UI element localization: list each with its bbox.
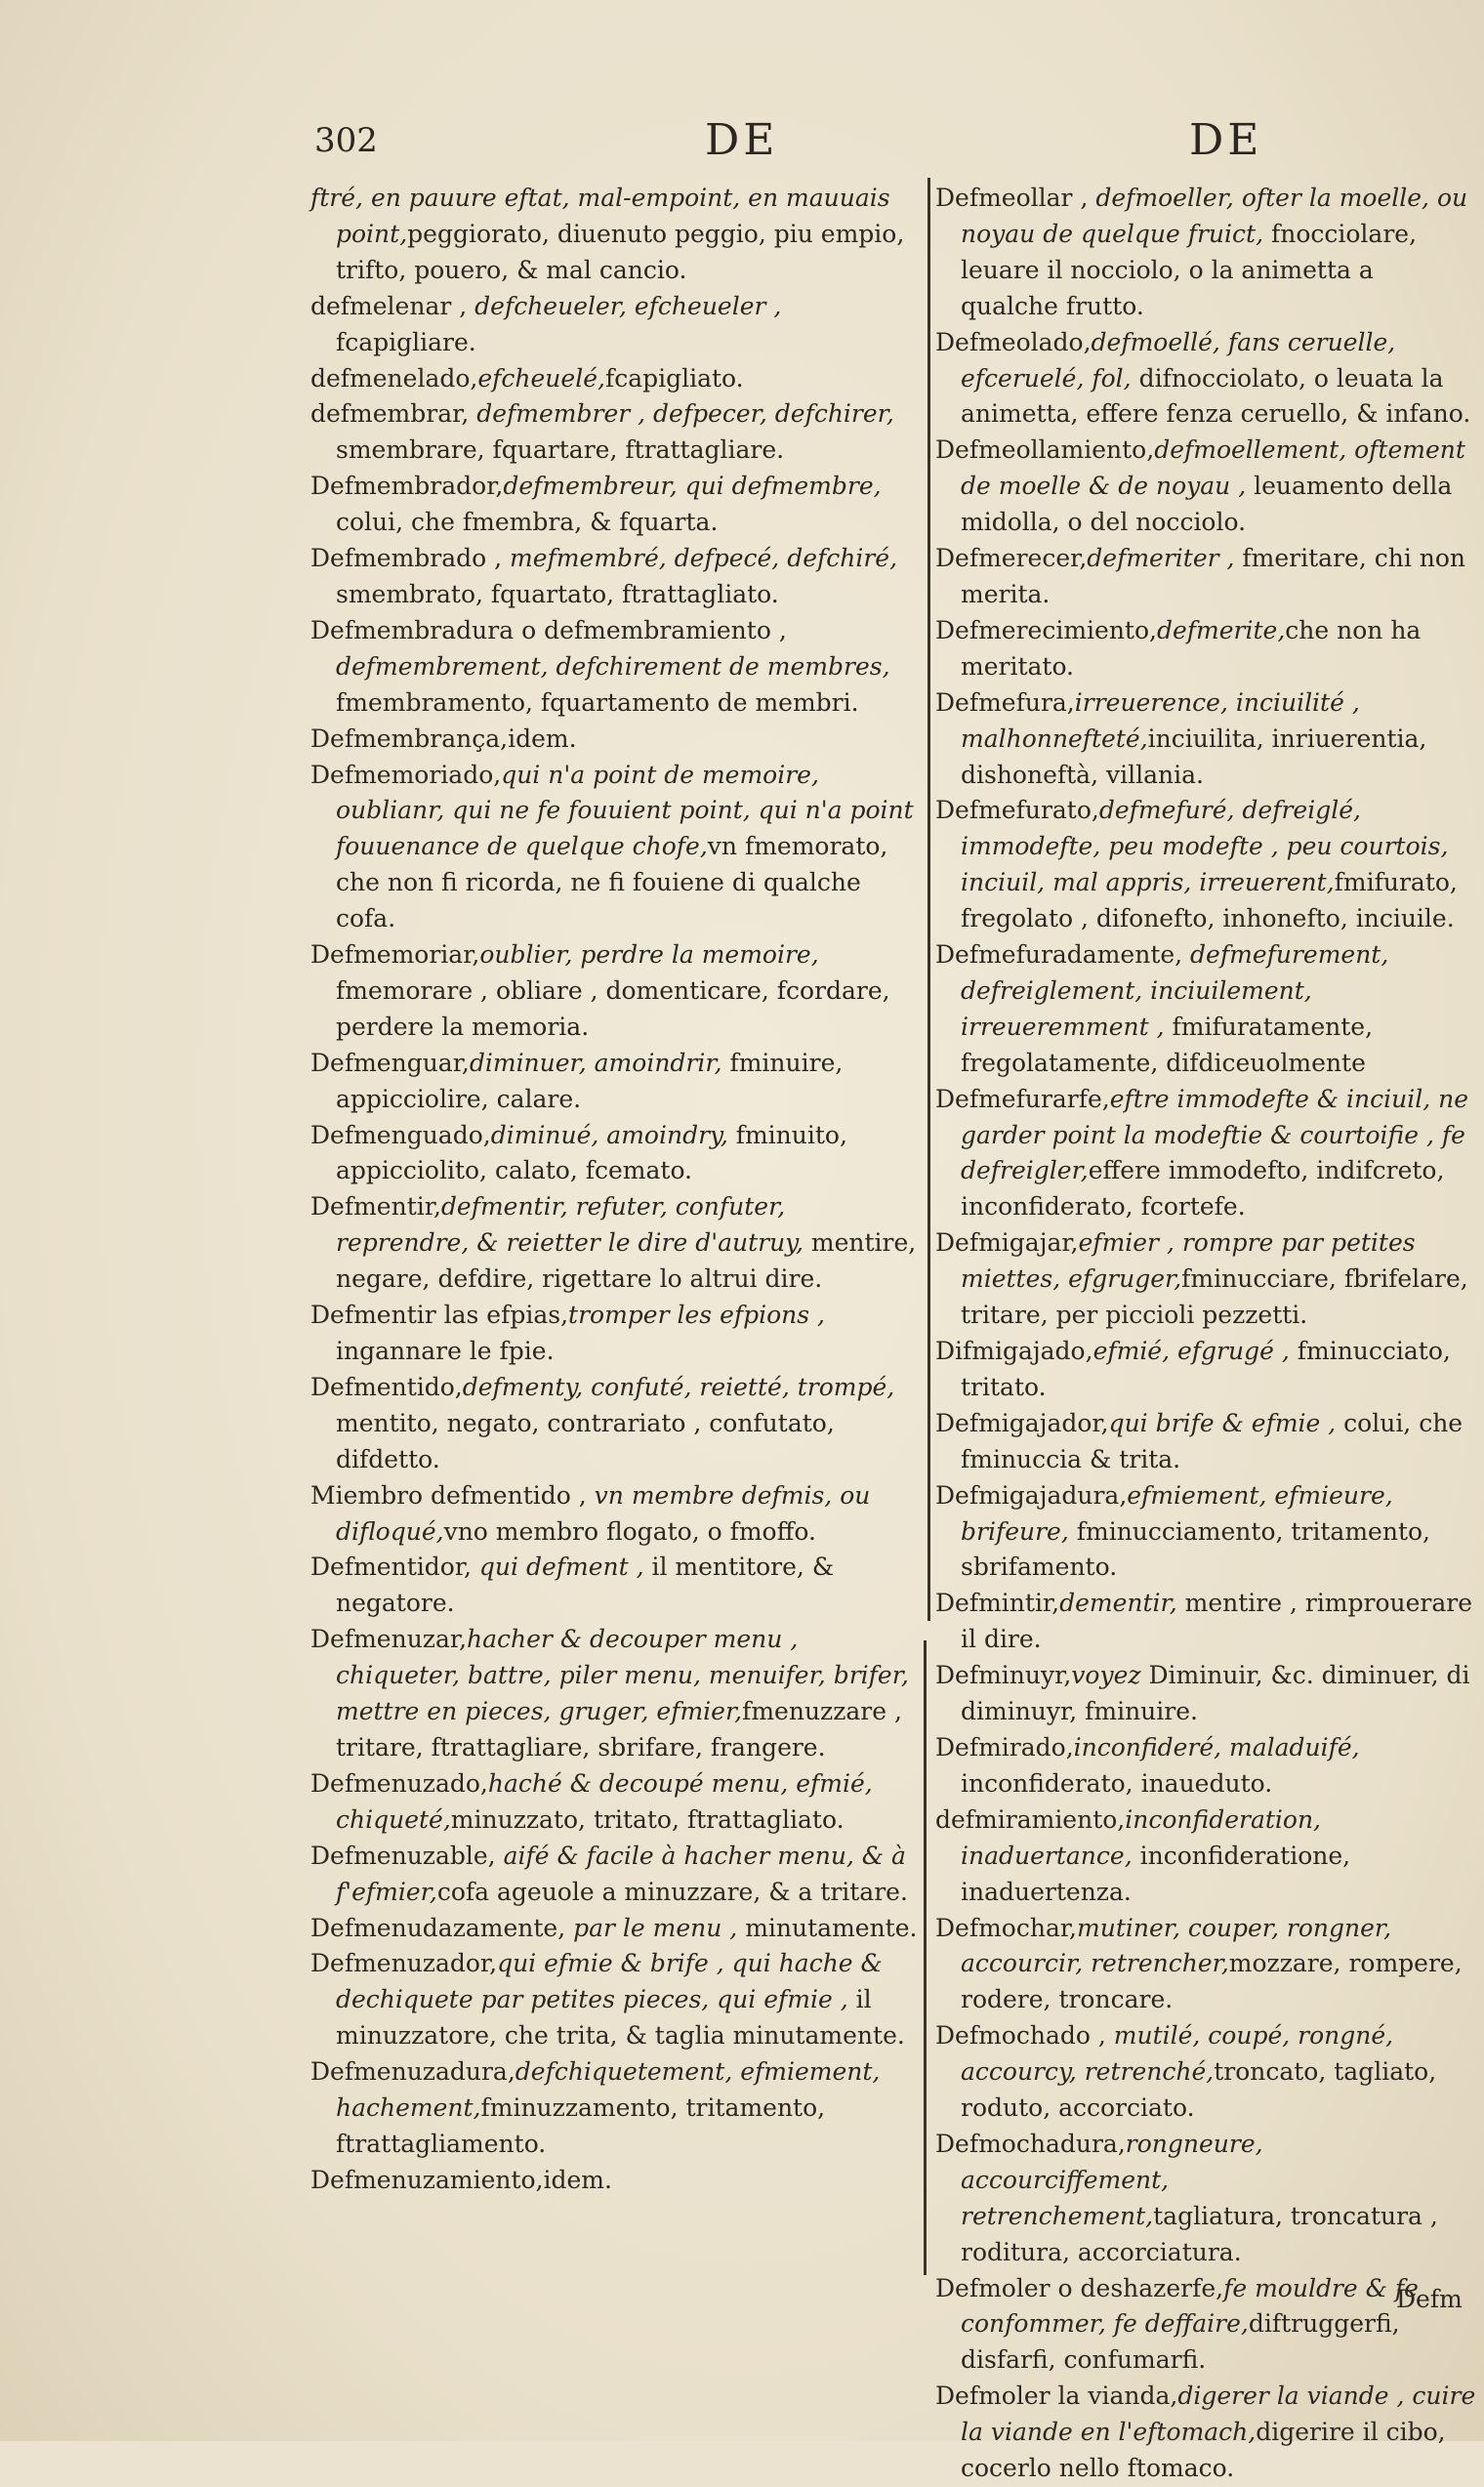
left-column [310, 181, 921, 2251]
italian-translation: fmifurato, fregolato , difonefto, inhonefto, inciuile. [961, 868, 1458, 933]
french-gloss: hacher & decouper menu , chiqueter, battre, piler menu, menuifer, brifer, mettre en pieces, gruger, efmier, [336, 1625, 909, 1726]
entry-term: Defmenguar, [310, 1048, 470, 1077]
entry-term: Defmembrado , [310, 544, 503, 573]
french-gloss: defmembreur, qui defmembre, [503, 472, 882, 501]
entry-term: Defmigajador, [935, 1408, 1109, 1437]
dictionary-entry [935, 1478, 1477, 1587]
french-gloss: defmefuré, defreiglé, immodefte, peu modefte , peu courtois, inciuil, mal appris, irreuerent, [961, 796, 1449, 897]
french-gloss: defmerite, [1156, 615, 1286, 644]
left-running-head: DE [705, 115, 779, 165]
dictionary-entry [935, 181, 1477, 325]
italian-translation: digerire il cibo, cocerlo nello ftomaco. [961, 2418, 1446, 2483]
entry-term: Defmoler la vianda, [935, 2382, 1178, 2411]
entry-term: Defmerecer, [935, 544, 1088, 573]
dictionary-entry [935, 685, 1477, 794]
french-gloss: defmembrer , defpecer, defchirer, [469, 399, 894, 429]
french-gloss: qui brife & efmie , [1108, 1408, 1337, 1437]
french-gloss: defmoeller, ofter la moelle, ou noyau de quelque fruict, [961, 184, 1468, 248]
italian-translation: fminucciato, tritato. [961, 1337, 1451, 1401]
dictionary-entry [310, 722, 921, 758]
french-gloss: efmié, efgrugé , [1092, 1337, 1290, 1365]
french-gloss: diminuer, amoindrir, [469, 1048, 722, 1077]
french-gloss: digerer la viande , cuire la viande en l'eftomach, [961, 2382, 1476, 2447]
dictionary-entry [935, 2127, 1477, 2271]
dictionary-entry [310, 1478, 921, 1551]
italian-translation: fmemorare , obliare , domenticare, fcordare, perdere la memoria. [336, 975, 890, 1041]
dictionary-entry [310, 289, 921, 361]
italian-translation: mozzare, rompere, rodere, troncare. [961, 1949, 1463, 2014]
french-gloss: haché & decoupé menu, efmié, chiqueté, [336, 1768, 873, 1834]
entry-term: Defmefuradamente, [935, 940, 1183, 970]
dictionary-entry [935, 1225, 1477, 1334]
italian-translation: fnocciolare, leuare il nocciolo, o la animetta a qualche frutto. [961, 219, 1418, 320]
french-gloss: inconfideré, maladuifé, [1073, 1732, 1360, 1762]
dictionary-entry [310, 2054, 921, 2163]
entry-term: Defmenuzador, [310, 1949, 498, 1978]
dictionary-entry [935, 1730, 1477, 1803]
dictionary-entry [310, 1298, 921, 1370]
dictionary-entry [935, 613, 1477, 685]
entry-term: Defmigajar, [935, 1228, 1079, 1258]
dictionary-entry [310, 181, 921, 289]
french-gloss: oublier, perdre la memoire, [479, 940, 819, 970]
dictionary-entry [310, 1046, 921, 1118]
french-gloss: diminué, amoindry, [490, 1120, 728, 1149]
french-gloss: fe mouldre & fe confommer, fe deffaire, [961, 2273, 1419, 2339]
entry-term: Defmintir, [935, 1589, 1060, 1618]
italian-translation: difnocciolato, o leuata la animetta, effere fenza ceruello, & infano. [961, 363, 1471, 429]
italian-translation: fminucciamento, tritamento, sbrifamento. [961, 1516, 1430, 1582]
italian-translation: effere immodefto, indifcreto, inconfiderato, fcortefe. [961, 1156, 1445, 1222]
entry-term: Defmenuzable, [310, 1841, 496, 1870]
italian-translation: vn fmemorato, che non fi ricorda, ne fi fouiene di qualche cofa. [336, 832, 888, 933]
entry-term: Defmefura, [935, 687, 1075, 717]
dictionary-entry [935, 1658, 1477, 1730]
dictionary-entry [935, 1082, 1477, 1226]
right-column [935, 181, 1477, 2483]
italian-translation: fmembramento, fquartamento de membri. [336, 687, 859, 717]
entry-term: Defmoler o deshazerfe, [935, 2273, 1224, 2302]
right-running-head: DE [1189, 115, 1263, 165]
french-gloss: mefmembré, defpecé, defchiré, [502, 544, 898, 573]
italian-translation: colui, che fmembra, & fquarta. [336, 508, 719, 537]
dictionary-entry [935, 541, 1477, 613]
french-gloss: eftre immodefte & inciuil, ne garder point la modeftie & courtoifie , fe defreigler, [961, 1084, 1469, 1185]
dictionary-entry [935, 433, 1477, 541]
italian-translation: fcapigliato. [604, 363, 744, 393]
entry-term: Defmemoriado, [310, 760, 502, 789]
french-gloss: defmoellé, fans ceruelle, efceruelé, fol, [961, 327, 1396, 393]
italian-translation: ingannare le fpie. [336, 1337, 555, 1365]
italian-translation: il mentitore, & negatore. [336, 1553, 835, 1618]
dictionary-entry [310, 1911, 921, 1947]
french-gloss: ftré, en pauure eftat, mal-empoint, en mauuais point, [310, 184, 890, 248]
entry-term: Defmeollar , [935, 184, 1089, 212]
dictionary-entry [935, 1911, 1477, 2019]
french-gloss: dementir, [1059, 1589, 1177, 1618]
italian-translation: inciuilita, inriuerentia, dishoneftà, villania. [961, 724, 1427, 789]
french-gloss: defmembrement, defchirement de membres, [336, 651, 890, 681]
entry-term: Defmentir las efpias, [310, 1301, 569, 1330]
french-gloss: irreuerence, inciuilité , malhonnefteté, [961, 687, 1360, 753]
dictionary-entry [935, 2379, 1477, 2487]
entry-term: Defmembrança, [310, 724, 509, 753]
italian-translation: fminuzzamento, tritamento, ftrattagliamento. [336, 2093, 826, 2158]
dictionary-entry [310, 1766, 921, 1839]
entry-term: Defmenuzamiento, [310, 2165, 544, 2194]
dictionary-entry [935, 793, 1477, 937]
entry-term: Defmenuzado, [310, 1768, 488, 1798]
entry-term: Defmerecimiento, [935, 615, 1157, 644]
dictionary-entry [935, 1803, 1477, 1911]
italian-translation: colui, che fminuccia & trita. [961, 1408, 1463, 1473]
italian-translation: mentire , rimprouerare il dire. [961, 1589, 1473, 1654]
entry-term: Defmentidor, [310, 1553, 472, 1582]
italian-translation: Diminuir, &c. diminuer, di diminuyr, fminuire. [961, 1661, 1470, 1726]
french-gloss: tromper les efpions , [568, 1301, 825, 1330]
entry-term: Defmentido, [310, 1372, 463, 1401]
french-gloss: rongneure, accourciffement, retrenchement, [961, 2129, 1263, 2230]
french-gloss: qui defment , [471, 1553, 644, 1582]
italian-translation: fminuito, appicciolito, calato, fcemato. [336, 1120, 847, 1185]
entry-term: Defmefurato, [935, 796, 1099, 825]
italian-translation: troncato, tagliato, roduto, accorciato. [961, 2057, 1437, 2123]
italian-translation: smembrare, fquartare, ftrattagliare. [336, 435, 785, 465]
french-gloss: mutiner, couper, rongner, accourcir, retrencher, [961, 1913, 1392, 1978]
dictionary-entry [935, 2018, 1477, 2127]
entry-term: Defmefurarfe, [935, 1084, 1110, 1113]
italian-translation: il minuzzatore, che trita, & taglia minutamente. [336, 1985, 905, 2051]
french-gloss: efmier , rompre par petites miettes, efgruger, [961, 1228, 1416, 1294]
dictionary-entry [310, 1189, 921, 1298]
entry-term: Difmigajado, [935, 1337, 1093, 1365]
french-gloss: aifé & facile à hacher menu, & à f'efmier, [336, 1841, 906, 1906]
dictionary-entry [935, 325, 1477, 434]
entry-term: Defmenuzadura, [310, 2057, 515, 2087]
dictionary-entry [310, 1118, 921, 1190]
french-gloss: mutilé, coupé, rongné, accourcy, retrenché, [961, 2021, 1394, 2087]
entry-term: Defmentir, [310, 1192, 441, 1222]
entry-term: Defmemoriar, [310, 940, 480, 970]
italian-translation: idem. [508, 724, 577, 753]
entry-term: Defmembrador, [310, 472, 504, 501]
french-gloss: defchiquetement, efmiement, hachement, [336, 2057, 881, 2123]
dictionary-entry [310, 758, 921, 938]
french-gloss: defmefurement, defreiglement, inciuilement, irreueremment , [961, 940, 1389, 1041]
entry-term: Defmenuzar, [310, 1625, 468, 1654]
entry-term: defmelenar , [310, 291, 468, 320]
entry-term: Miembro defmentido , [310, 1480, 587, 1510]
entry-term: Defmirado, [935, 1732, 1074, 1762]
catchword: Defm [1396, 2285, 1463, 2313]
italian-translation: fmeritare, chi non merita. [961, 544, 1466, 608]
french-gloss: vn membre defmis, ou difloqué, [336, 1480, 871, 1546]
dictionary-entry [935, 1586, 1477, 1658]
italian-translation: diftruggerfi, disfarfi, confumarfi. [961, 2309, 1400, 2375]
french-gloss: inconfideration, inaduertance, [961, 1804, 1321, 1870]
entry-term: Defmenguado, [310, 1120, 491, 1149]
italian-translation: fminucciare, fbrifelare, tritare, per piccioli pezzetti. [961, 1264, 1468, 1330]
entry-term: Defmembradura o defmembramiento , [310, 615, 787, 644]
entry-term: Defmochar, [935, 1913, 1078, 1942]
italian-translation: mentito, negato, contrariato , confutato, difdetto. [336, 1408, 835, 1473]
dictionary-entry [310, 1839, 921, 1911]
column-divider-lower [924, 1640, 927, 2275]
french-gloss: qui n'a point de memoire, oublianr, qui ne fe fouuient point, qui n'a point fouuenance de quelque chofe, [336, 760, 914, 861]
entry-term: Defmenudazamente, [310, 1913, 566, 1942]
entry-term: Defmeolado, [935, 327, 1092, 356]
italian-translation: minutamente. [737, 1913, 918, 1942]
italian-translation: mentire, negare, defdire, rigettare lo altrui dire. [336, 1228, 917, 1294]
italian-translation: fminuire, appicciolire, calare. [336, 1048, 844, 1113]
italian-translation: fmenuzzare , tritare, ftrattagliare, sbrifare, frangere. [336, 1697, 902, 1762]
dictionary-entry [310, 1550, 921, 1622]
italian-translation: cofa ageuole a minuzzare, & a tritare. [436, 1877, 908, 1906]
page-number: 302 [314, 121, 378, 160]
dictionary-entry [310, 2163, 921, 2199]
french-gloss: defmenty, confuté, reietté, trompé, [462, 1372, 895, 1401]
dictionary-entry [935, 1334, 1477, 1406]
italian-translation: inconfiderato, inaueduto. [961, 1768, 1273, 1798]
page-header [0, 115, 1484, 174]
italian-translation: inconfideratione, inaduertenza. [961, 1841, 1351, 1906]
dictionary-entry [935, 937, 1477, 1082]
french-gloss: defcheueler, efcheueler , [467, 291, 782, 320]
entry-term: Defmochado , [935, 2021, 1106, 2051]
column-divider [928, 178, 930, 1621]
french-gloss: defmentir, refuter, confuter, reprendre, & reietter le dire d'autruy, [336, 1192, 804, 1258]
entry-term: Defmigajadura, [935, 1480, 1128, 1510]
dictionary-entry [935, 1406, 1477, 1478]
italian-translation: che non ha meritato. [961, 615, 1422, 681]
dictionary-entry [310, 396, 921, 469]
entry-term: defmenelado, [310, 363, 478, 393]
italian-translation: vno membro flogato, o fmoffo. [443, 1516, 816, 1546]
italian-translation: peggiorato, diuenuto peggio, piu empio, trifto, pouero, & mal cancio. [336, 219, 905, 284]
italian-translation: fcapigliare. [336, 327, 476, 356]
entry-term: Defminuyr, [935, 1661, 1072, 1690]
dictionary-entry [310, 469, 921, 541]
italian-translation: fmifuratamente, fregolatamente, difdiceuolmente [961, 1012, 1374, 1077]
dictionary-entry [310, 1622, 921, 1766]
entry-term: Defmochadura, [935, 2129, 1126, 2158]
french-gloss: voyez [1071, 1661, 1141, 1690]
french-gloss: efcheuelé, [477, 363, 605, 393]
dictionary-entry [310, 937, 921, 1046]
italian-translation: leuamento della midolla, o del nocciolo. [961, 472, 1453, 537]
entry-term: defmiramiento, [935, 1804, 1126, 1834]
dictionary-entry [310, 361, 921, 397]
entry-term: Defmeollamiento, [935, 435, 1155, 465]
italian-translation: smembrato, fquartato, ftrattagliato. [336, 579, 779, 608]
dictionary-entry [310, 1946, 921, 2054]
italian-translation: idem. [543, 2165, 612, 2194]
french-gloss: defmeriter , [1087, 544, 1235, 573]
dictionary-entry [310, 541, 921, 613]
italian-translation: minuzzato, tritato, ftrattagliato. [450, 1804, 845, 1834]
french-gloss: efmiement, efmieure, brifeure, [961, 1480, 1393, 1546]
dictionary-entry [310, 1370, 921, 1478]
italian-translation: tagliatura, troncatura , roditura, accorciatura. [961, 2201, 1438, 2266]
french-gloss: defmoellement, oftement de moelle & de noyau , [961, 435, 1465, 501]
french-gloss: par le menu , [565, 1913, 738, 1942]
entry-term: defmembrar, [310, 399, 470, 429]
dictionary-entry [310, 613, 921, 722]
french-gloss: qui efmie & brife , qui hache & dechiquete par petites pieces, qui efmie , [336, 1949, 883, 2014]
